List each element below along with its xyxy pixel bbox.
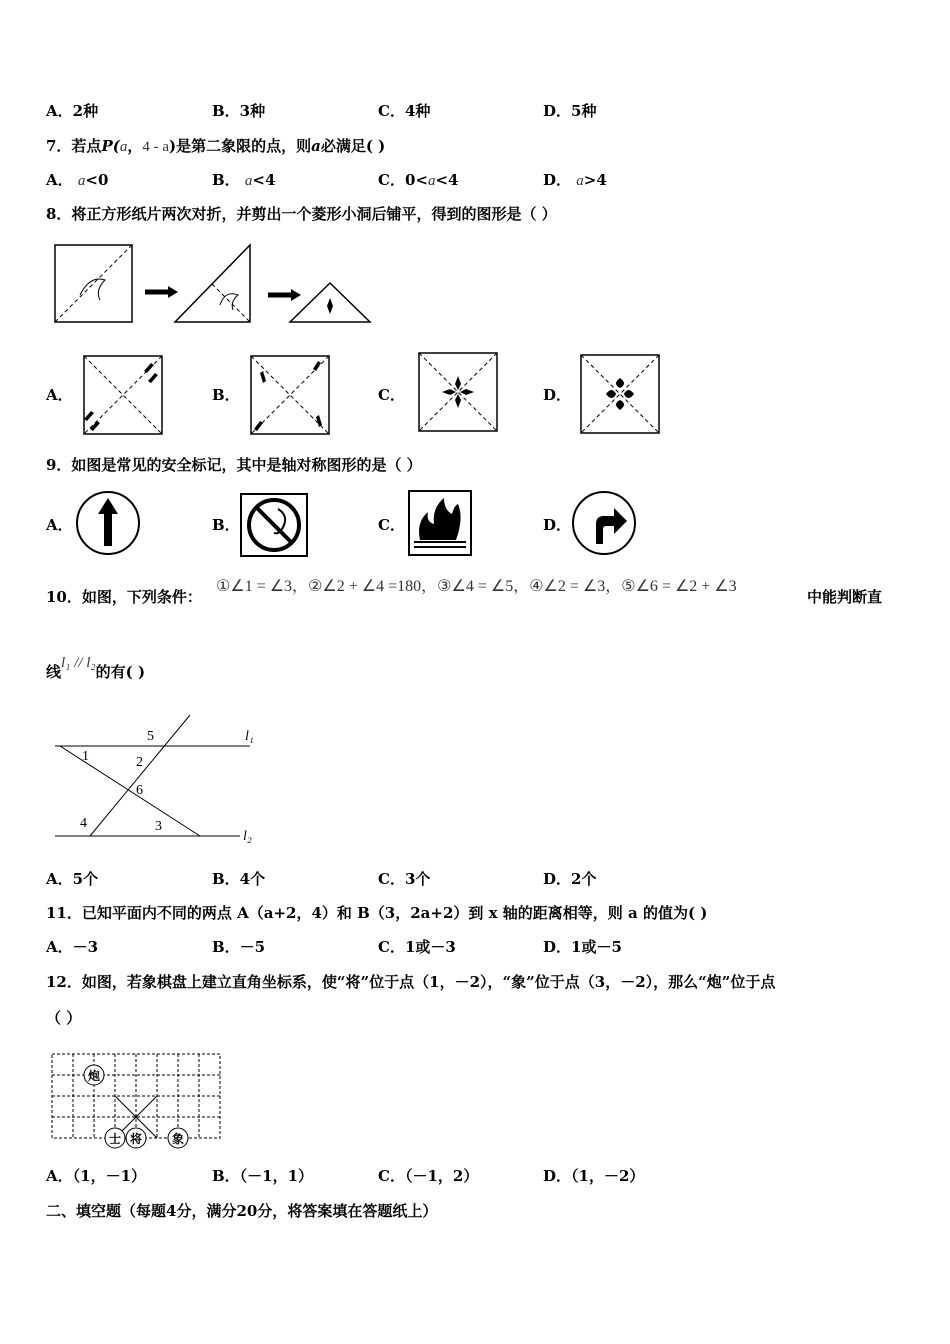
label-l2: l₂ bbox=[243, 829, 252, 844]
q7-option-c[interactable]: C．0<a<4 bbox=[378, 171, 459, 189]
q8-figure-d bbox=[580, 352, 660, 434]
q10-conditions: ①∠1 = ∠3，②∠2 + ∠4 =180，③∠4 = ∠5，④∠2 = ∠3，⑤∠6 = ∠2 + ∠3 bbox=[216, 578, 737, 595]
l1-parallel-l2: l₁ // l₂ bbox=[61, 655, 96, 671]
q8-stem: 8．将正方形纸片两次对折，并剪出一个菱形小洞后铺平，得到的图形是（ ） bbox=[46, 205, 557, 223]
q11-stem: 11．已知平面内不同的两点 A（a+2，4）和 B（3，2a+2）到 x 轴的距离相等，则 a 的值为( ) bbox=[46, 904, 708, 922]
q12-option-b[interactable]: B．（－1，1） bbox=[212, 1167, 314, 1185]
q11-option-b[interactable]: B．－5 bbox=[212, 938, 266, 956]
piece-jiang: 将 bbox=[130, 1132, 143, 1146]
turn-right-sign-icon bbox=[571, 490, 637, 556]
q10-stem: 10．如图，下列条件： bbox=[46, 588, 202, 606]
q12-option-d[interactable]: D．（1，－2） bbox=[543, 1167, 645, 1185]
angle-4-label: 4 bbox=[80, 816, 87, 831]
q8-option-d[interactable]: D． bbox=[543, 386, 572, 404]
angle-3-label: 3 bbox=[155, 819, 162, 834]
arrow-up-sign-icon bbox=[75, 490, 141, 556]
q7-stem bbox=[46, 136, 385, 157]
q12-blank: （ ） bbox=[46, 1009, 82, 1027]
q10-option-b[interactable]: B．4个 bbox=[212, 870, 266, 888]
q7-var2: a bbox=[311, 137, 321, 155]
q7-suffix: )是第二象限的点，则 bbox=[169, 137, 312, 155]
q11-option-a[interactable]: A．－3 bbox=[46, 938, 99, 956]
angle-2-label: 2 bbox=[136, 755, 143, 770]
q8-option-b[interactable]: B． bbox=[212, 386, 240, 404]
q6-option-b[interactable]: B．3种 bbox=[212, 102, 266, 120]
q11-option-d[interactable]: D．1或－5 bbox=[543, 938, 622, 956]
q7-end: 必满足( ) bbox=[320, 137, 386, 155]
angle-1-label: 1 bbox=[82, 749, 89, 764]
q8-figure-b bbox=[250, 355, 330, 435]
section-2-title: 二、填空题（每题4分，满分20分，将答案填在答题纸上） bbox=[46, 1202, 438, 1220]
q10-option-d[interactable]: D．2个 bbox=[543, 870, 597, 888]
q10-option-c[interactable]: C．3个 bbox=[378, 870, 431, 888]
q12-option-c[interactable]: C．（－1，2） bbox=[378, 1167, 479, 1185]
q9-option-c[interactable]: C． bbox=[378, 516, 405, 534]
q7-option-d[interactable]: D． a>4 bbox=[543, 171, 607, 189]
q8-folding-figure bbox=[50, 240, 380, 330]
q6-option-c[interactable]: C．4种 bbox=[378, 102, 431, 120]
q10-stem-line2: 线l₁ // l₂的有( ) bbox=[46, 655, 146, 681]
q9-option-d[interactable]: D． bbox=[543, 516, 572, 534]
q8-figure-a bbox=[83, 355, 163, 435]
q9-option-b[interactable]: B． bbox=[212, 516, 240, 534]
q12-option-a[interactable]: A．（1，－1） bbox=[46, 1167, 147, 1185]
q6-option-a[interactable]: A．2种 bbox=[46, 102, 99, 120]
no-fire-sign-icon bbox=[240, 493, 308, 557]
q11-option-c[interactable]: C．1或－3 bbox=[378, 938, 456, 956]
q7-prefix: 7．若点 bbox=[46, 137, 102, 155]
q8-figure-c bbox=[418, 352, 498, 432]
q6-option-d[interactable]: D．5种 bbox=[543, 102, 597, 120]
q7-expr: 4 - a bbox=[142, 139, 169, 155]
q7-option-b[interactable]: B． a<4 bbox=[212, 171, 276, 189]
q12-stem: 12．如图，若象棋盘上建立直角坐标系，使“将”位于点（1，－2），“象”位于点（3，－2），那么“炮”位于点 bbox=[46, 973, 776, 991]
q7-point: P( bbox=[101, 137, 120, 155]
q10-option-a[interactable]: A．5个 bbox=[46, 870, 99, 888]
piece-shi: 士 bbox=[109, 1132, 122, 1146]
q8-option-a[interactable]: A． bbox=[46, 386, 73, 404]
q7-option-a[interactable]: A． a<0 bbox=[46, 171, 109, 189]
q9-stem: 9．如图是常见的安全标记，其中是轴对称图形的是（ ） bbox=[46, 456, 422, 474]
piece-xiang: 象 bbox=[172, 1132, 185, 1146]
q7-var: a bbox=[119, 139, 128, 155]
label-l1: l₁ bbox=[245, 729, 254, 744]
flammable-sign-icon bbox=[408, 490, 472, 556]
angle-5-label: 5 bbox=[147, 729, 154, 744]
q10-stem-tail: 中能判断直 bbox=[807, 588, 883, 606]
piece-pao: 炮 bbox=[88, 1069, 101, 1083]
angle-6-label: 6 bbox=[136, 783, 143, 798]
q12-chessboard-figure bbox=[48, 1050, 224, 1150]
q9-option-a[interactable]: A． bbox=[46, 516, 73, 534]
q10-parallel-lines-figure bbox=[50, 710, 270, 845]
q7-comma: ， bbox=[127, 137, 143, 155]
q8-option-c[interactable]: C． bbox=[378, 386, 405, 404]
